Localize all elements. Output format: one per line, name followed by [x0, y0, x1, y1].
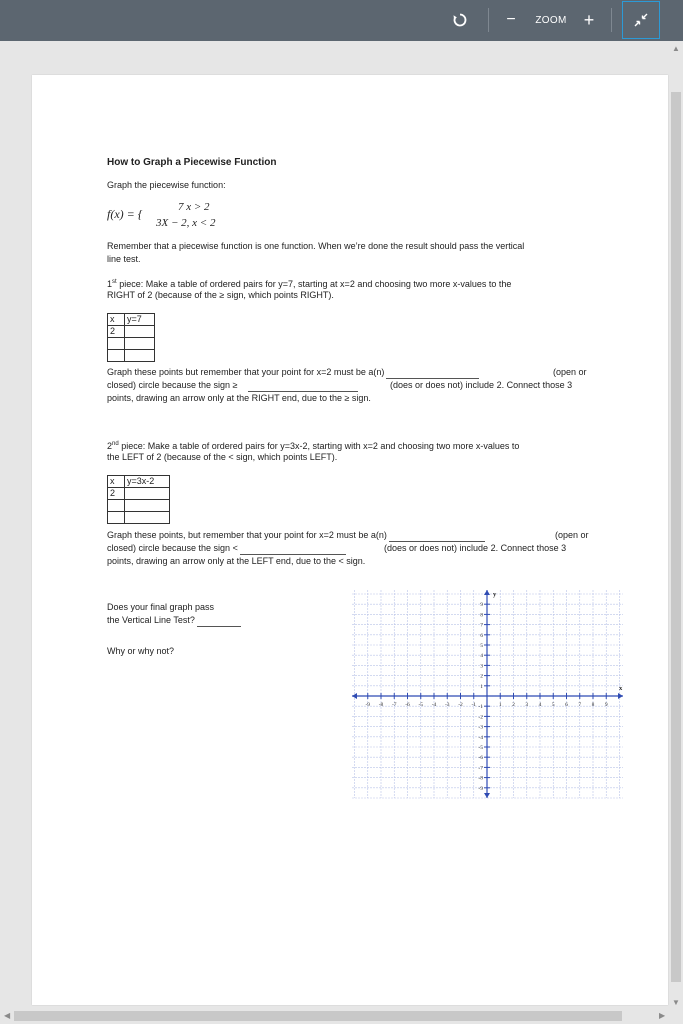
toolbar-divider — [488, 8, 489, 32]
graph1-line-2 — [107, 379, 358, 392]
y-tick-label: 7 — [480, 622, 483, 629]
graph1-line-2a: closed) circle because the sign ≥ — [107, 380, 238, 390]
table1-cell[interactable] — [108, 338, 125, 350]
y-tick-label: -6 — [478, 755, 483, 762]
table1-cell[interactable] — [125, 326, 155, 338]
scroll-right-arrow-icon[interactable]: ▶ — [659, 1011, 666, 1020]
question-vlt-line-1: Does your final graph pass — [107, 602, 215, 612]
rotate-button[interactable] — [447, 6, 473, 34]
graph2-line-1a: Graph these points, but remember that your point for x=2 must be a(n) — [107, 530, 387, 540]
y-axis-arrow — [484, 590, 490, 595]
x-tick-label: 7 — [578, 702, 582, 708]
x-tick-label: -2 — [458, 702, 463, 708]
x-tick-label: -7 — [391, 702, 397, 708]
piece1-line-2: RIGHT of 2 (because of the ≥ sign, which points RIGHT). — [107, 290, 334, 300]
scroll-left-arrow-icon[interactable]: ◀ — [4, 1011, 11, 1020]
x-tick-label: -4 — [431, 702, 437, 708]
answer-blank[interactable] — [386, 369, 479, 379]
fit-page-button[interactable] — [622, 1, 660, 39]
table2-cell[interactable] — [125, 488, 170, 500]
zoom-label: ZOOM — [535, 14, 567, 26]
ordered-pairs-table-1 — [107, 313, 155, 362]
y-tick-label: -9 — [478, 785, 483, 792]
horizontal-scroll-thumb[interactable] — [14, 1011, 622, 1021]
y-tick-label: 3 — [480, 663, 483, 670]
y-axis-arrow — [484, 793, 490, 798]
viewer-toolbar — [0, 0, 683, 41]
scroll-up-arrow-icon[interactable]: ▲ — [672, 44, 680, 53]
x-tick-label: -1 — [471, 702, 477, 708]
graph2-line-3: points, drawing an arrow only at the LEFT end, due to the < sign. — [107, 556, 366, 566]
table2-cell: 2 — [108, 488, 125, 500]
x-tick-label: 4 — [538, 702, 542, 708]
x-tick-label: 1 — [498, 702, 502, 708]
function-case-1: 7 x > 2 — [178, 201, 210, 213]
x-tick-label: -8 — [378, 702, 384, 708]
piece1-ordinal: 1 — [107, 279, 113, 289]
remember-line-1: Remember that a piecewise function is one function. When we’re done the result should pass the vertical — [107, 241, 525, 251]
table2-cell[interactable] — [125, 500, 170, 512]
y-tick-label: -4 — [478, 734, 483, 741]
x-tick-label: 5 — [551, 702, 555, 708]
answer-blank[interactable] — [248, 382, 358, 392]
question-vlt-text: the Vertical Line Test? — [107, 615, 195, 625]
table1-cell[interactable] — [108, 350, 125, 362]
table1-header-y: y=7 — [125, 314, 155, 326]
graph1-line-3: points, drawing an arrow only at the RIGHT end, due to the ≥ sign. — [107, 393, 371, 403]
y-tick-label: -7 — [478, 765, 483, 772]
table2-cell[interactable] — [108, 512, 125, 524]
y-tick-label: 8 — [480, 612, 483, 619]
x-tick-label: -5 — [418, 702, 424, 708]
doc-intro: Graph the piecewise function: — [107, 180, 226, 190]
x-axis-label: x — [619, 685, 623, 692]
graph2-line-1b: (open or — [555, 530, 589, 540]
x-tick-label: 6 — [565, 702, 568, 708]
piece2-ordinal: 2 — [107, 441, 113, 451]
piece1-text: piece: Make a table of ordered pairs for y=7, starting at x=2 and choosing two more x-values to the — [116, 279, 512, 289]
vertical-scroll-thumb[interactable] — [671, 92, 681, 982]
x-tick-label: 9 — [604, 702, 608, 708]
y-tick-label: 9 — [480, 602, 483, 609]
graph2-line-2 — [107, 542, 346, 555]
x-tick-label: 8 — [591, 702, 595, 708]
graph2-line-2a: closed) circle because the sign < — [107, 543, 238, 553]
y-tick-label: 1 — [480, 683, 483, 690]
answer-blank[interactable] — [240, 545, 346, 555]
collapse-icon — [633, 12, 649, 28]
piece1-ordinal-suffix: st — [112, 279, 117, 285]
question-vlt-line-2 — [107, 614, 241, 627]
table1-header-x: x — [108, 314, 125, 326]
y-tick-label: -8 — [478, 775, 483, 782]
scroll-down-arrow-icon[interactable]: ▼ — [672, 998, 680, 1007]
table1-cell: 2 — [108, 326, 125, 338]
doc-title: How to Graph a Piecewise Function — [107, 157, 277, 168]
graph1-line-1 — [107, 366, 479, 379]
x-tick-label: 3 — [525, 702, 529, 708]
answer-blank[interactable] — [389, 532, 485, 542]
x-tick-label: -6 — [405, 702, 410, 708]
table2-cell[interactable] — [125, 512, 170, 524]
x-tick-label: -9 — [365, 702, 371, 708]
graph1-line-1a: Graph these points but remember that your point for x=2 must be a(n) — [107, 367, 385, 377]
y-tick-label: 4 — [480, 653, 483, 660]
y-tick-label: -3 — [478, 724, 483, 731]
table1-cell[interactable] — [125, 350, 155, 362]
table2-cell[interactable] — [108, 500, 125, 512]
graph2-line-1 — [107, 529, 485, 542]
x-axis-arrow — [618, 693, 623, 699]
graph2-line-2b: (does or does not) include 2. Connect those 3 — [384, 543, 567, 553]
y-tick-label: -2 — [478, 714, 483, 721]
table2-header-y: y=3x-2 — [125, 476, 170, 488]
x-tick-label: -3 — [444, 702, 450, 708]
function-case-2: 3X − 2, x < 2 — [156, 217, 216, 229]
y-tick-label: -5 — [478, 745, 483, 751]
function-lhs: f(x) = { — [107, 207, 143, 221]
y-tick-label: 6 — [480, 632, 483, 639]
zoom-out-button[interactable]: − — [506, 11, 516, 28]
coordinate-grid[interactable] — [350, 588, 625, 800]
x-tick-label: 2 — [512, 702, 515, 708]
piece2-ordinal-suffix: nd — [112, 441, 119, 447]
rotate-icon — [452, 12, 468, 28]
question-why: Why or why not? — [107, 646, 175, 656]
answer-blank[interactable] — [197, 617, 241, 627]
table1-cell[interactable] — [125, 338, 155, 350]
piece2-line-2: the LEFT of 2 (because of the < sign, which points LEFT). — [107, 452, 338, 462]
table2-header-x: x — [108, 476, 125, 488]
y-axis-label: y — [493, 591, 497, 598]
graph1-line-2b: (does or does not) include 2. Connect those 3 — [390, 380, 573, 390]
toolbar-divider — [611, 8, 612, 32]
remember-line-2: line test. — [107, 254, 141, 264]
ordered-pairs-table-2 — [107, 475, 170, 524]
y-tick-label: -1 — [478, 704, 483, 711]
zoom-in-button[interactable]: + — [583, 9, 595, 30]
y-tick-label: 2 — [480, 673, 483, 680]
graph1-line-1b: (open or — [553, 367, 587, 377]
piece2-text: piece: Make a table of ordered pairs for y=3x-2, starting with x=2 and choosing two more x-values to — [118, 441, 520, 451]
y-tick-label: 5 — [480, 643, 483, 649]
